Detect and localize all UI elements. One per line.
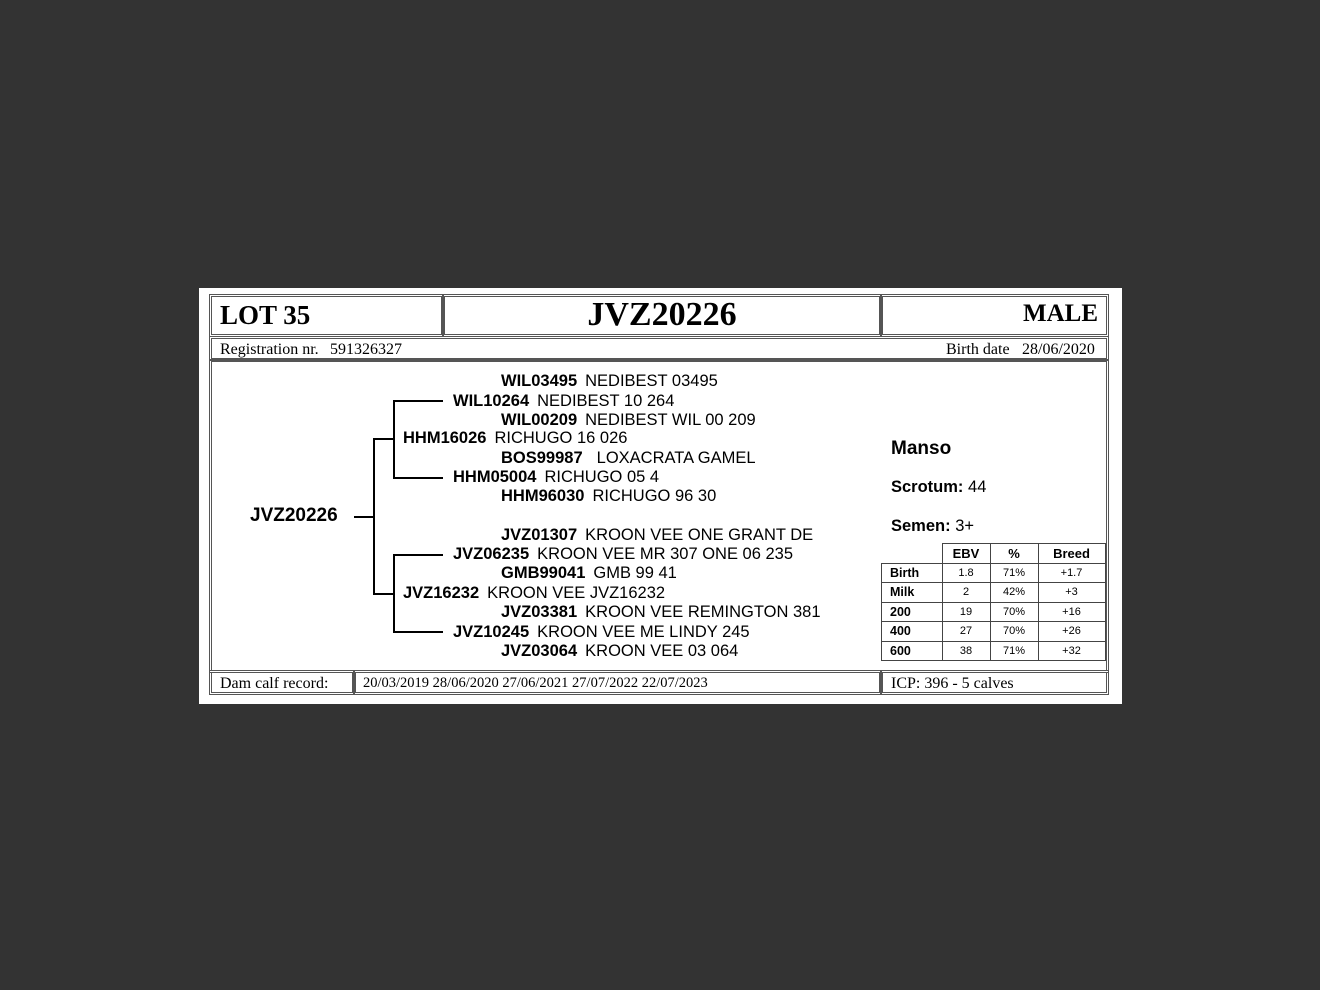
pedigree-name: RICHUGO 05 4	[544, 468, 660, 486]
ebv-header: Breed	[1038, 544, 1105, 564]
dam-calf-dates-box	[353, 670, 882, 695]
sire-dam-tick	[393, 477, 443, 479]
pedigree-sire-dam-sire	[501, 449, 756, 468]
ebv-row	[882, 641, 1106, 661]
ebv-breed: +32	[1038, 641, 1105, 661]
pedigree-name: KROON VEE ONE GRANT DE	[585, 526, 814, 544]
pedigree-sire-dam	[453, 468, 659, 487]
pedigree-dam-dam-sire	[501, 603, 821, 622]
dam-sire-tick	[393, 554, 443, 556]
ebv-row-label: 400	[882, 622, 943, 642]
ebv-pct: 71%	[990, 563, 1038, 583]
pedigree-name: RICHUGO 96 30	[592, 487, 717, 505]
pedigree-name: KROON VEE ME LINDY 245	[537, 623, 750, 641]
ebv-header: %	[990, 544, 1038, 564]
ebv-corner-cell	[882, 544, 943, 564]
ebv-breed: +26	[1038, 622, 1105, 642]
pedigree-id: WIL10264	[453, 392, 530, 410]
pedigree-sire-sire	[453, 392, 674, 411]
ebv-pct: 70%	[990, 602, 1038, 622]
breed-name: Manso	[891, 438, 952, 459]
pedigree-id: JVZ06235	[453, 545, 530, 563]
ebv-header-row	[882, 544, 1106, 564]
ebv-row-label: 600	[882, 641, 943, 661]
pedigree-id: JVZ03064	[501, 642, 578, 659]
pedigree-name: LOXACRATA GAMEL	[596, 449, 756, 467]
icp-box	[880, 670, 1109, 695]
dam-calf-label: Dam calf record:	[220, 675, 329, 692]
ebv-pct: 42%	[990, 583, 1038, 603]
ebv-pct: 71%	[990, 641, 1038, 661]
pedigree-sire-sire-dam	[501, 411, 756, 430]
pedigree-sire-sire-sire	[501, 372, 718, 391]
scrotum-value: 44	[968, 478, 987, 496]
pedigree-name: KROON VEE JVZ16232	[487, 584, 666, 602]
pedigree-id: BOS99987	[501, 449, 583, 467]
pedigree-id: WIL00209	[501, 411, 578, 429]
ebv-breed: +16	[1038, 602, 1105, 622]
sire-sire-tick	[393, 400, 443, 402]
pedigree-subject: JVZ20226	[250, 505, 338, 526]
scrotum-row	[891, 478, 986, 497]
icp-label: ICP: 396 - 5 calves	[891, 675, 1014, 692]
dam-calf-dates: 20/03/2019 28/06/2020 27/06/2021 27/07/2022 22/07/2023	[363, 675, 708, 691]
sex-box	[880, 294, 1109, 337]
sire-vertical	[393, 400, 395, 478]
ebv-pct: 70%	[990, 622, 1038, 642]
pedigree-name: NEDIBEST 10 264	[537, 392, 675, 410]
ebv-value: 1.8	[942, 563, 990, 583]
ebv-row-label: Milk	[882, 583, 943, 603]
sex-label: MALE	[1023, 300, 1098, 327]
animal-id-title: JVZ20226	[587, 296, 737, 333]
scrotum-label: Scrotum:	[891, 478, 964, 496]
registration-number: 591326327	[330, 341, 402, 358]
lot-card	[199, 288, 1122, 704]
pedigree-id: JVZ01307	[501, 526, 578, 544]
pedigree-dam-sire-sire	[501, 526, 813, 545]
dam-dam-tick	[393, 631, 443, 633]
gen1-vertical	[373, 438, 375, 595]
pedigree-id: HHM05004	[453, 468, 537, 486]
pedigree-sire-dam-dam	[501, 487, 716, 506]
ebv-value: 2	[942, 583, 990, 603]
pedigree-name: KROON VEE REMINGTON 381	[585, 603, 821, 621]
sire-tick	[373, 438, 393, 440]
pedigree-id: JVZ03381	[501, 603, 578, 621]
subject-connector	[354, 516, 374, 518]
pedigree-id: JVZ10245	[453, 623, 530, 641]
pedigree-dam-sire-dam	[501, 564, 677, 583]
pedigree-id: HHM96030	[501, 487, 585, 505]
pedigree-name: NEDIBEST 03495	[585, 372, 718, 390]
pedigree-id: JVZ16232	[403, 584, 480, 602]
ebv-row	[882, 583, 1106, 603]
ebv-value: 19	[942, 602, 990, 622]
ebv-breed: +1.7	[1038, 563, 1105, 583]
ebv-row	[882, 563, 1106, 583]
pedigree-id: WIL03495	[501, 372, 578, 390]
ebv-breed: +3	[1038, 583, 1105, 603]
pedigree-name: NEDIBEST WIL 00 209	[585, 411, 756, 429]
pedigree-id: GMB99041	[501, 564, 586, 582]
semen-row	[891, 517, 974, 536]
birth-date-label: Birth date	[946, 341, 1010, 358]
birth-date-value: 28/06/2020	[1022, 341, 1095, 358]
pedigree-dam-dam-dam	[501, 642, 738, 659]
dam-vertical	[393, 554, 395, 632]
registration-box	[209, 336, 1109, 361]
semen-value: 3+	[955, 517, 975, 535]
ebv-row-label: 200	[882, 602, 943, 622]
pedigree-name: RICHUGO 16 026	[494, 429, 628, 447]
animal-id-box	[442, 294, 882, 337]
pedigree-dam	[403, 584, 665, 603]
dam-tick	[373, 593, 393, 595]
registration-label: Registration nr.	[220, 341, 319, 358]
pedigree-name: GMB 99 41	[593, 564, 677, 582]
lot-box	[209, 294, 444, 337]
ebv-value: 38	[942, 641, 990, 661]
semen-label: Semen:	[891, 517, 951, 535]
ebv-row	[882, 622, 1106, 642]
pedigree-name: KROON VEE MR 307 ONE 06 235	[537, 545, 794, 563]
pedigree-id: HHM16026	[403, 429, 487, 447]
pedigree-dam-sire	[453, 545, 793, 564]
lot-number: LOT 35	[220, 300, 311, 330]
pedigree-sire	[403, 429, 627, 448]
pedigree-dam-dam	[453, 623, 750, 642]
dam-calf-label-box	[209, 670, 355, 695]
ebv-header: EBV	[942, 544, 990, 564]
ebv-table	[881, 543, 1106, 661]
pedigree-name: KROON VEE 03 064	[585, 642, 739, 659]
ebv-value: 27	[942, 622, 990, 642]
ebv-row-label: Birth	[882, 563, 943, 583]
ebv-row	[882, 602, 1106, 622]
